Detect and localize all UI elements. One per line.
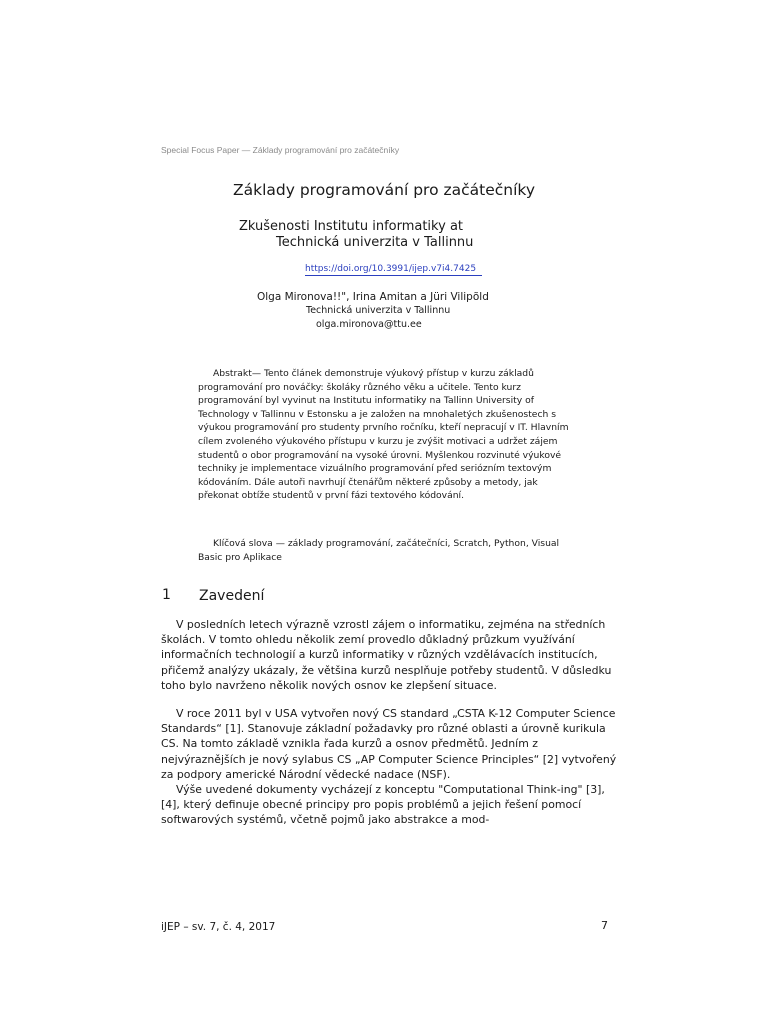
keywords-block <box>198 537 578 564</box>
abstract-block <box>198 367 578 503</box>
paragraph-text: V posledních letech výrazně vzrostl zájem o informatiku, zejména na středních školách. V tomto ohledu několik zemí provedlo důkladný průzkum využívání informačních technologií a kurzů informatiky v různých vzdělávacích institucích, přičemž analýzy ukázaly, že většina kurzů nesplňuje potřeby studentů. V důsledku toho bylo navrženo několik nových osnov ke zlepšení situace. <box>161 618 612 692</box>
author-list: Olga Mironova!!", Irina Amitan a Jüri Vilipõld <box>257 291 489 303</box>
section-paragraphs-2-3 <box>161 706 621 828</box>
keywords-text: Klíčová slova — základy programování, začátečníci, Scratch, Python, Visual Basic pro Aplikace <box>198 538 560 563</box>
author-email: olga.mironova@ttu.ee <box>316 319 422 330</box>
paper-title: Základy programování pro začátečníky <box>232 181 535 199</box>
paragraph-text: V roce 2011 byl v USA vytvořen nový CS standard „CSTA K-12 Computer Science Standards“ [1]. Stanovuje základní požadavky pro různé oblasti a úrovně kurikula CS. Na tomto základě vznikla řada kurzů a osnov předmětů. Jedním z nejvýraznějších je nový sylabus CS „AP Computer Science Principles“ [2] vytvořený za podpory americké Národní vědecké nadace (NSF). <box>161 707 617 781</box>
paragraph-text: Výše uvedené dokumenty vycházejí z konceptu "Computational Think-ing" [3], [4], který definuje obecné principy pro popis problémů a jejich řešení pomocí softwarových systémů, včetně pojmů jako abstrakce a mod- <box>161 783 605 827</box>
doi-link[interactable]: https://doi.org/10.3991/ijep.v7i4.7425 <box>305 264 482 276</box>
running-head: Special Focus Paper — Základy programování pro začátečníky <box>161 145 400 155</box>
section-number: 1 <box>162 587 171 603</box>
section-title: Zavedení <box>199 588 265 604</box>
subtitle-line-1: Zkušenosti Institutu informatiky at <box>239 219 464 234</box>
subtitle-line-2: Technická univerzita v Tallinnu <box>276 235 474 250</box>
footer-journal: iJEP – sv. 7, č. 4, 2017 <box>161 921 276 933</box>
author-affiliation: Technická univerzita v Tallinnu <box>306 305 451 316</box>
section-paragraph-1 <box>161 617 621 693</box>
abstract-text: Abstrakt— Tento článek demonstruje výukový přístup v kurzu základů programování pro nováčky: školáky různého věku a učitele. Tento kurz programování byl vyvinut na Institutu informatiky na Tallinn University of Technology v Tallinnu v Estonsku a je založen na mnohaletých zkušenostech s výukou programování pro studenty prvního ročníku, kteří nepracují v IT. Hlavním cílem zvoleného výukového přístupu v kurzu je zvýšit motivaci a udržet zájem studentů o obor programování na vysoké úrovni. Myšlenkou rozvinuté výukové techniky je implementace vizuálního programování před seriózním textovým kódováním. Dále autoři navrhují čtenářům některé způsoby a metody, jak překonat obtíže studentů v první fázi textového kódování. <box>198 368 569 502</box>
page-number: 7 <box>601 919 608 932</box>
